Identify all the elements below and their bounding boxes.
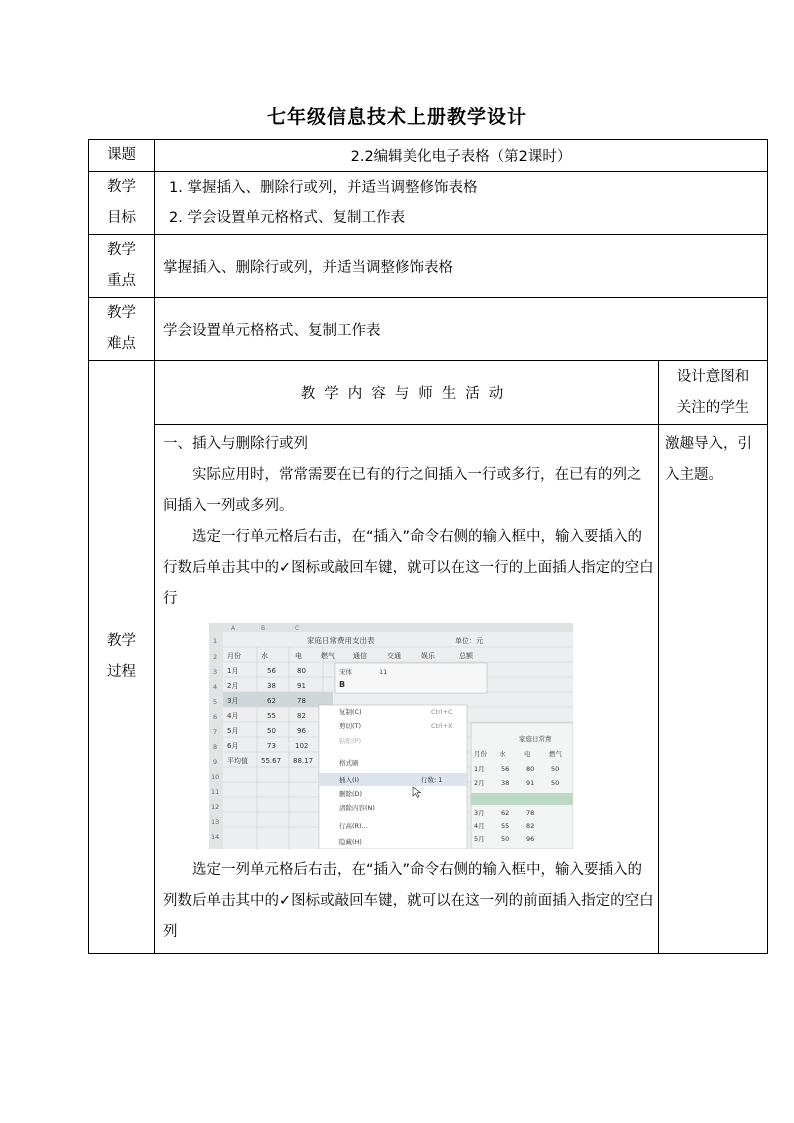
- process-header-row: [89, 361, 768, 425]
- result-cell: 91: [526, 779, 535, 787]
- paragraph: 实际应用时，常常需要在已有的行之间插入一行或多行，在已有的列之间插入一列或多列。: [163, 467, 642, 514]
- menu-cut[interactable]: 剪切(T): [339, 722, 362, 730]
- cell: 2月: [227, 682, 239, 690]
- row-number: 9: [213, 758, 218, 766]
- result-cell: 78: [526, 809, 535, 817]
- insert-rows-count[interactable]: 行数: 1: [421, 776, 443, 784]
- result-header: 电: [524, 750, 531, 758]
- cell: 38: [267, 682, 276, 690]
- cell: 73: [267, 742, 276, 750]
- menu-row-height[interactable]: 行高(R)...: [339, 822, 368, 830]
- difficulties-row: [89, 298, 768, 361]
- cell: 102: [295, 742, 309, 750]
- result-cell: 55: [501, 822, 510, 830]
- row-number: 8: [213, 743, 218, 751]
- result-header: 燃气: [549, 750, 562, 758]
- row-number: 14: [211, 833, 220, 841]
- menu-copy[interactable]: 复制(C): [339, 708, 362, 716]
- menu-hide[interactable]: 隐藏(H): [339, 838, 362, 846]
- spreadsheet-screenshot-svg: [209, 623, 573, 849]
- cell: 62: [267, 697, 276, 705]
- cell: 平均值: [227, 757, 248, 765]
- sheet-header: 燃气: [321, 652, 335, 660]
- objectives-label-line2: 目标: [107, 210, 136, 226]
- row-number: 7: [213, 728, 218, 736]
- objective-item: 1. 掌握插入、删除行或列，并适当调整修饰表格: [169, 180, 478, 196]
- process-label-line1: 教学: [107, 633, 136, 649]
- menu-format-painter[interactable]: 格式刷: [339, 759, 359, 767]
- sheet-header: 娱乐: [421, 652, 435, 660]
- topic-label: 课题: [89, 140, 155, 172]
- row-number: 1: [213, 637, 218, 645]
- result-cell: 50: [501, 835, 510, 843]
- result-cell: 4月: [474, 822, 485, 830]
- cell: 1月: [227, 667, 239, 675]
- objectives-label-line1: 教学: [107, 179, 136, 195]
- sheet-header: 交通: [387, 652, 401, 660]
- difficulties-label: [89, 298, 155, 361]
- result-cell: 50: [551, 779, 560, 787]
- process-label-line2: 过程: [107, 664, 136, 680]
- row-number: 12: [211, 803, 220, 811]
- process-label: [89, 361, 155, 954]
- objective-item: 2. 学会设置单元格格式、复制工作表: [169, 210, 405, 226]
- result-cell: 82: [526, 822, 535, 830]
- cell: 88.17: [293, 757, 314, 765]
- cell: 3月: [227, 697, 239, 705]
- key-points-row: [89, 235, 768, 298]
- result-sheet-title: 家庭日常费: [519, 735, 552, 743]
- shortcut-copy: Ctrl+C: [431, 708, 453, 716]
- key-points-label: [89, 235, 155, 298]
- mini-toolbar[interactable]: [335, 663, 487, 693]
- sheet-title: 家庭日常费用支出表: [307, 636, 375, 645]
- inserted-row-highlight: [471, 793, 573, 805]
- key-points-value: 掌握插入、删除行或列，并适当调整修饰表格: [155, 235, 768, 298]
- result-cell: 62: [501, 809, 510, 817]
- cell: 6月: [227, 742, 239, 750]
- cell: 55.67: [261, 757, 282, 765]
- result-cell: 50: [551, 765, 560, 773]
- toolbar-size[interactable]: 11: [379, 668, 388, 676]
- row-number: 5: [213, 698, 218, 706]
- result-cell: 2月: [474, 779, 485, 787]
- result-cell: 1月: [474, 765, 485, 773]
- result-cell: 5月: [474, 835, 485, 843]
- cell: 78: [297, 697, 306, 705]
- row-number: 2: [213, 653, 218, 661]
- document-title: 七年级信息技术上册教学设计: [266, 106, 527, 128]
- process-content-row: [89, 425, 768, 954]
- cell: 56: [267, 667, 276, 675]
- design-intent-header-line2: 关注的学生: [676, 399, 750, 416]
- col-letter: C: [295, 625, 300, 632]
- cell: 91: [297, 682, 306, 690]
- sheet-header: 水: [261, 652, 268, 660]
- result-cell: 80: [526, 765, 535, 773]
- toolbar-font[interactable]: 宋体: [339, 668, 352, 676]
- paragraph: 选定一行单元格后右击，在“插入”命令右侧的输入框中，输入要插入的行数后单击其中的✓图标或敲回车键，就可以在这一行的上面插人指定的空白行: [163, 529, 654, 607]
- bold-icon[interactable]: B: [339, 680, 346, 689]
- key-points-label-line2: 重点: [107, 273, 136, 289]
- sheet-header: 通信: [353, 652, 367, 660]
- sheet-header: 电: [295, 652, 302, 660]
- topic-row: [89, 140, 768, 172]
- result-cell: 96: [526, 835, 535, 843]
- difficulties-label-line2: 难点: [107, 336, 136, 352]
- lesson-plan-table: [88, 139, 768, 954]
- difficulties-value: 学会设置单元格格式、复制工作表: [155, 298, 768, 361]
- menu-insert[interactable]: 插入(I): [339, 776, 359, 784]
- cell: 82: [297, 712, 306, 720]
- result-cell: 3月: [474, 809, 485, 817]
- col-letter: A: [231, 625, 236, 632]
- col-letter: B: [261, 625, 266, 632]
- shortcut-cut: Ctrl+X: [431, 722, 453, 730]
- sheet-unit: 单位：元: [455, 637, 483, 645]
- result-cell: 56: [501, 765, 510, 773]
- cell: 96: [297, 727, 306, 735]
- result-cell: 38: [501, 779, 510, 787]
- design-intent-header-line1: 设计意图和: [676, 368, 750, 385]
- objectives-value: [155, 172, 768, 235]
- design-intent-note: 激趣导入，引入主题。: [659, 425, 768, 954]
- sheet-header: 月份: [227, 652, 241, 660]
- objectives-row: [89, 172, 768, 235]
- objectives-label: [89, 172, 155, 235]
- cell: 50: [267, 727, 276, 735]
- section-heading: 一、插入与删除行或列: [163, 436, 308, 452]
- paragraph: 选定一列单元格后右击，在“插入”命令右侧的输入框中，输入要插入的列数后单击其中的✓图标或敲回车键，就可以在这一列的前面插入指定的空白列: [163, 862, 654, 940]
- menu-clear[interactable]: 清除内容(N): [339, 804, 375, 812]
- spreadsheet-screenshot: [209, 623, 573, 849]
- row-number: 10: [211, 773, 220, 781]
- menu-paste[interactable]: 粘贴(P): [339, 737, 361, 745]
- cell: 5月: [227, 727, 239, 735]
- cell: 55: [267, 712, 276, 720]
- row-number: 6: [213, 713, 218, 721]
- cell: 4月: [227, 712, 239, 720]
- result-header: 水: [499, 750, 506, 758]
- row-number: 3: [213, 668, 218, 676]
- row-number: 4: [213, 683, 218, 691]
- row-number: 13: [211, 818, 220, 826]
- difficulties-label-line1: 教学: [107, 305, 136, 321]
- topic-value: 2.2编辑美化电子表格（第2课时）: [155, 140, 768, 172]
- content-header: 教学内容与师生活动: [155, 361, 659, 425]
- cell: 80: [297, 667, 306, 675]
- row-number: 11: [211, 788, 220, 796]
- design-intent-header: [659, 361, 768, 425]
- key-points-label-line1: 教学: [107, 242, 136, 258]
- sheet-header: 总额: [459, 652, 473, 660]
- result-header: 月份: [474, 750, 487, 758]
- process-content: [155, 425, 659, 954]
- menu-delete[interactable]: 删除(D): [339, 790, 363, 798]
